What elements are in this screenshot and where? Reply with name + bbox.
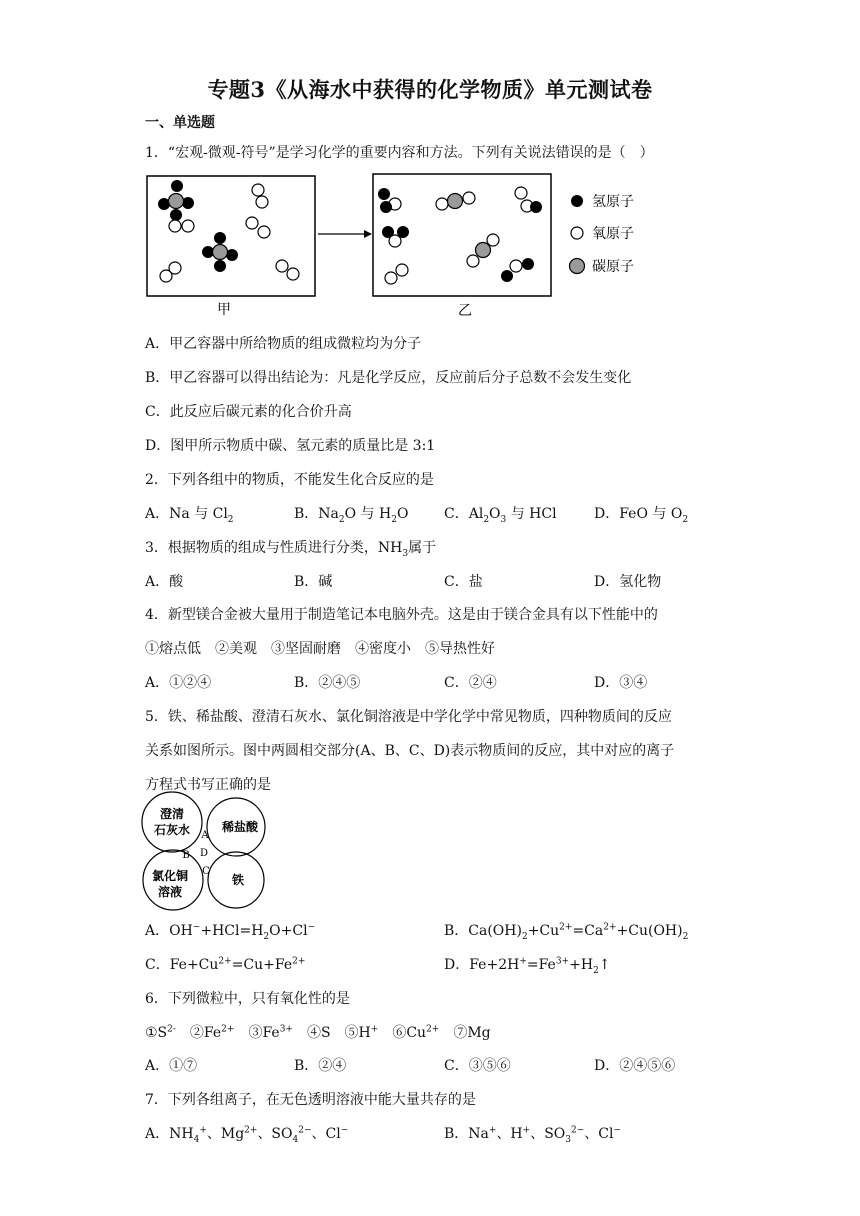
- hydrogen-legend-icon: [572, 196, 583, 207]
- venn-text-hcl: 稀盐酸: [221, 820, 259, 834]
- oxygen-molecule: [252, 184, 268, 208]
- q3-stem: 3．根据物质的组成与性质进行分类，$NH_3$属于: [145, 540, 437, 559]
- q4-option-a: A．①②④: [145, 675, 212, 691]
- q5-option-a: A．$OH^-+HCl=H_2O+Cl^-$: [145, 922, 316, 942]
- q6-option-d: D．②④⑤⑥: [594, 1058, 676, 1074]
- q7-option-b: B．Na+、H+、$SO_3^{2-}$、Cl−: [444, 1125, 622, 1145]
- q1-option-c: C．此反应后碳元素的化合价升高: [145, 404, 352, 420]
- q1-stem: 1．“宏观-微观-符号”是学习化学的重要内容和方法。下列有关说法错误的是（ ）: [145, 145, 654, 161]
- water-molecule: [379, 189, 402, 213]
- q3-option-b: B．碱: [294, 574, 333, 590]
- legend-carbon: 碳原子: [592, 259, 634, 275]
- oxygen-molecule: [385, 264, 408, 284]
- q5-option-d: D．$Fe+2H^+=Fe^{3+}+H_2↑$: [444, 956, 611, 976]
- q4-stem: 4．新型镁合金被大量用于制造笔记本电脑外壳。这是由于镁合金具有以下性能中的: [145, 607, 658, 623]
- q1-molecule-figure: [140, 168, 660, 320]
- q6-option-c: C．③⑤⑥: [444, 1058, 511, 1074]
- venn-label-a: A: [201, 830, 209, 841]
- oxygen-molecule: [276, 260, 299, 280]
- co2-molecule: [436, 192, 475, 210]
- venn-text-iron: 铁: [231, 873, 245, 887]
- water-molecule: [515, 187, 542, 213]
- q2-option-d: D．FeO 与 $O_2$: [594, 506, 689, 525]
- q4-properties: ①熔点低 ②美观 ③坚固耐磨 ④密度小 ⑤导热性好: [145, 641, 495, 657]
- q6-option-a: A．①⑦: [145, 1058, 198, 1074]
- venn-text-limewater-2: 石灰水: [153, 823, 191, 837]
- q2-option-b: B．$Na_2O$ 与 $H_2O$: [294, 506, 409, 525]
- venn-circle-limewater: [142, 792, 202, 852]
- page-title: 专题3《从海水中获得的化学物质》单元测试卷: [207, 77, 653, 102]
- q2-option-c: C．$Al_2O_3$ 与 HCl: [444, 506, 557, 525]
- q3-option-a: A．酸: [145, 574, 184, 590]
- methane-molecule: [203, 233, 238, 272]
- oxygen-legend-icon: [571, 227, 583, 239]
- label-yi: 乙: [458, 303, 472, 319]
- water-molecule: [383, 227, 409, 248]
- legend-hydrogen: 氢原子: [592, 194, 634, 210]
- q6-option-b: B．②④: [294, 1058, 347, 1074]
- q7-option-a: A．$NH_4^+$、$Mg^{2+}$、$SO_4^{2-}$、Cl−: [145, 1125, 349, 1145]
- oxygen-molecule: [169, 220, 194, 232]
- q2-option-a: A．Na 与 $Cl_2$: [145, 506, 234, 525]
- q5-venn-figure: [140, 790, 270, 912]
- section-heading: 一、单选题: [145, 115, 215, 131]
- q6-stem: 6．下列微粒中，只有氧化性的是: [145, 991, 350, 1007]
- methane-molecule: [159, 181, 194, 221]
- venn-text-limewater-1: 澄清: [159, 807, 185, 821]
- q1-option-a: A．甲乙容器中所给物质的组成微粒均为分子: [145, 336, 422, 352]
- venn-label-c: C: [202, 866, 210, 877]
- oxygen-molecule: [160, 262, 181, 282]
- q4-option-b: B．②④⑤: [294, 675, 361, 691]
- q5-stem-line3: 方程式书写正确的是: [145, 777, 271, 793]
- venn-label-b: B: [182, 850, 190, 861]
- q6-particles: $①S^{2-}$ $②Fe^{2+}$ $③Fe^{3+}$ ④S ⑤H+ $⑥Cu^{2+}$ ⑦Mg: [145, 1024, 491, 1041]
- q1-option-d: D．图甲所示物质中碳、氢元素的质量比是 3:1: [145, 438, 436, 454]
- q2-stem: 2．下列各组中的物质，不能发生化合反应的是: [145, 472, 434, 488]
- q4-option-c: C．②④: [444, 675, 497, 691]
- co2-molecule: [467, 234, 499, 267]
- venn-text-cucl2-2: 溶液: [157, 885, 183, 899]
- q5-option-c: C．$Fe+Cu^{2+}=Cu+Fe^{2+}$: [145, 956, 306, 973]
- water-molecule: [502, 259, 534, 282]
- venn-label-d: D: [199, 848, 209, 859]
- q3-option-c: C．盐: [444, 574, 483, 590]
- venn-text-cucl2-1: 氯化铜: [151, 869, 189, 883]
- q5-option-b: B．$Ca(OH)_2+Cu^{2+}=Ca^{2+}+Cu(OH)_2$: [444, 922, 689, 942]
- label-jia: 甲: [217, 302, 231, 318]
- q5-stem-line2: 关系如图所示。图中两圆相交部分(A、B、C、D)表示物质间的反应，其中对应的离子: [145, 743, 675, 759]
- carbon-legend-icon: [570, 259, 585, 274]
- oxygen-molecule: [246, 217, 270, 238]
- q1-option-b: B．甲乙容器可以得出结论为：凡是化学反应，反应前后分子总数不会发生变化: [145, 370, 632, 386]
- q4-option-d: D．③④: [594, 675, 648, 691]
- legend-oxygen: 氧原子: [592, 226, 634, 242]
- q3-option-d: D．氢化物: [594, 574, 662, 590]
- q7-stem: 7．下列各组离子，在无色透明溶液中能大量共存的是: [145, 1092, 476, 1108]
- q5-stem-line1: 5．铁、稀盐酸、澄清石灰水、氯化铜溶液是中学化学中常见物质，四种物质间的反应: [145, 709, 672, 725]
- arrow-head-icon: [364, 230, 372, 238]
